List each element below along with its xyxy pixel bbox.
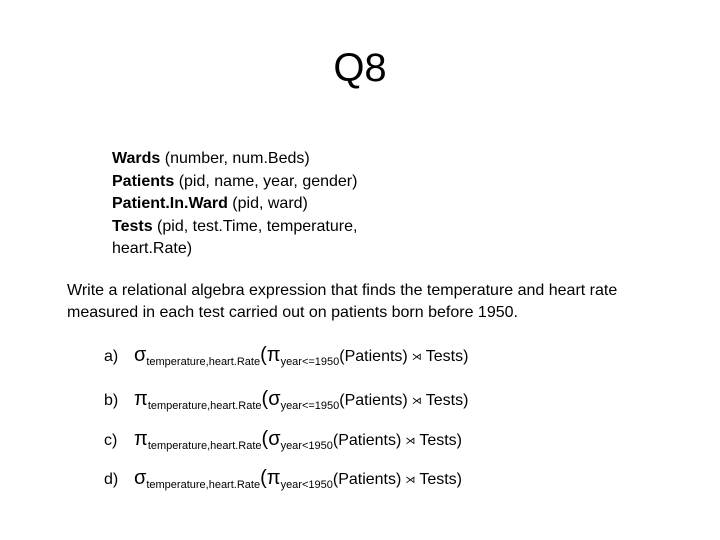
semijoin-symbol: ⋊ [405,475,416,486]
tail-operand: Tests) [425,348,469,365]
outer-operator: σ [134,344,147,366]
answer-option-b[interactable] [104,388,468,412]
relation-operand: (Patients) [332,471,402,488]
answer-option-a[interactable] [104,344,468,368]
outer-subscript: temperature,heart.Rate [146,479,261,491]
slide-title: Q8 [333,46,387,90]
question-text: Write a relational algebra expression that finds the temperature and heart rate measured in each test carried out on patients born before 1950. [67,282,618,321]
outer-subscript: temperature,heart.Rate [147,400,262,412]
relation-name: Wards [112,150,161,167]
semijoin-symbol: ⋊ [405,436,416,447]
inner-subscript: year<=1950 [280,356,340,368]
outer-subscript: temperature,heart.Rate [147,440,262,452]
outer-operator: σ [134,467,147,489]
outer-subscript: temperature,heart.Rate [146,356,261,368]
schema-patient-in-ward [112,193,412,216]
schema-tests [112,216,412,261]
relation-operand: (Patients) [332,432,402,449]
option-label: b) [104,392,119,409]
inner-subscript: year<1950 [280,479,333,491]
answer-option-c[interactable] [104,428,462,452]
relation-attributes: (pid, test.Time, temperature, heart.Rate) [112,217,358,257]
outer-operator: π [134,388,148,410]
option-label: d) [104,471,119,488]
relation-name: Tests [112,217,153,235]
inner-operator: π [266,344,281,366]
relation-attributes: (pid, ward) [227,195,308,212]
semijoin-symbol: ⋊ [411,396,422,407]
open-paren: ( [260,467,267,489]
inner-subscript: year<=1950 [280,400,340,412]
schema-patients [112,171,412,194]
open-paren: ( [261,428,269,450]
option-label: a) [104,348,119,365]
tail-operand: Tests) [419,471,462,488]
relation-attributes: (pid, name, year, gender) [174,172,358,190]
tail-operand: Tests) [419,432,462,449]
relation-name: Patients [112,172,175,190]
semijoin-symbol: ⋊ [411,352,422,363]
answer-option-d[interactable] [104,467,462,491]
inner-operator: π [266,467,281,489]
schema-wards [112,148,412,171]
open-paren: ( [260,344,267,366]
schema-list [112,148,412,261]
inner-operator: σ [268,388,281,410]
inner-operator: σ [268,428,281,450]
inner-subscript: year<1950 [280,440,333,452]
tail-operand: Tests) [425,392,469,409]
outer-operator: π [134,428,148,450]
relation-operand: (Patients) [339,348,408,365]
open-paren: ( [261,388,269,410]
relation-name: Patient.In.Ward [112,195,228,212]
relation-operand: (Patients) [339,392,408,409]
relation-attributes: (number, num.Beds) [160,150,310,167]
option-label: c) [104,432,118,449]
